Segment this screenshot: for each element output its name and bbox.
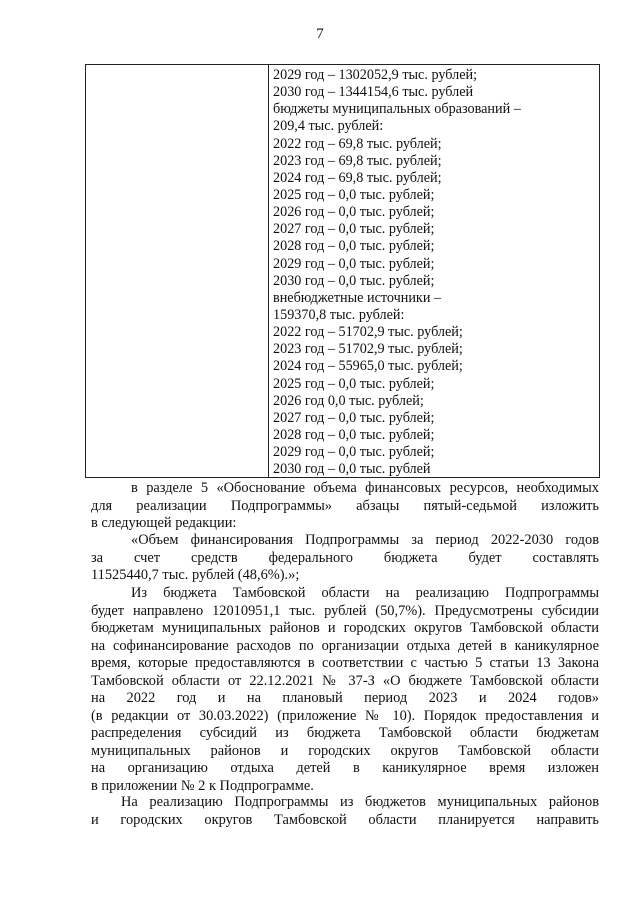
table-line: 2030 год – 0,0 тыс. рублей <box>273 461 431 478</box>
table-left-cell <box>86 65 269 477</box>
paragraph-line: на 2022 год и на плановый период 2023 и 2024 годов» <box>91 690 599 706</box>
paragraph-municipal-budgets <box>91 794 599 829</box>
financing-table <box>85 64 600 478</box>
table-line: 2025 год – 0,0 тыс. рублей; <box>273 375 435 392</box>
table-line: 159370,8 тыс. рублей: <box>273 306 405 323</box>
table-line: 2023 год – 69,8 тыс. рублей; <box>273 152 442 169</box>
table-line: 2025 год – 0,0 тыс. рублей; <box>273 186 435 203</box>
paragraph-line: в приложении № 2 к Подпрограмме. <box>91 777 314 794</box>
table-line: 2029 год – 0,0 тыс. рублей; <box>273 444 435 461</box>
paragraph-line: в разделе 5 «Обоснование объема финансовых ресурсов, необходимых <box>131 480 599 496</box>
paragraph-line: «Объем финансирования Подпрограммы за период 2022-2030 годов <box>131 532 599 548</box>
paragraph-line: время, которые предоставляются в соответствии с частью 5 статьи 13 Закона <box>91 655 599 671</box>
paragraph-line: Из бюджета Тамбовской области на реализацию Подпрограммы <box>131 585 599 601</box>
table-line: 2024 год – 69,8 тыс. рублей; <box>273 169 442 186</box>
table-line: внебюджетные источники – <box>273 289 442 306</box>
table-line: 2028 год – 0,0 тыс. рублей; <box>273 426 435 443</box>
table-line: 2026 год – 0,0 тыс. рублей; <box>273 204 435 221</box>
table-right-cell <box>273 67 595 478</box>
paragraph-line: на софинансирование расходов по организации отдыха детей в каникулярное <box>91 637 599 654</box>
paragraph-line: (в редакции от 30.03.2022) (приложение № 10). Порядок предоставления и <box>91 707 599 724</box>
paragraph-line: и городских округов Тамбовской области планируется направить <box>91 811 599 828</box>
paragraph-line: муниципальных районов и городских округов Тамбовской области <box>91 742 599 759</box>
paragraph-regional-budget <box>91 585 599 795</box>
table-line: 2027 год – 0,0 тыс. рублей; <box>273 221 435 238</box>
table-line: 2023 год – 51702,9 тыс. рублей; <box>273 341 463 358</box>
paragraph-line: распределения субсидий из бюджета Тамбовской области бюджетам <box>91 725 599 741</box>
paragraph-line: Тамбовской области от 22.12.2021 № 37-З «О бюджете Тамбовской области <box>91 672 599 689</box>
paragraph-line: для реализации Подпрограммы» абзацы пятый-седьмой изложить <box>91 497 599 514</box>
table-line: 209,4 тыс. рублей: <box>273 118 384 135</box>
table-line: 2029 год – 0,0 тыс. рублей; <box>273 255 435 272</box>
table-line: 2022 год – 51702,9 тыс. рублей; <box>273 324 463 341</box>
paragraph-section5-amendment <box>91 480 599 533</box>
paragraph-line: в следующей редакции: <box>91 515 237 531</box>
paragraph-federal-budget <box>91 532 599 585</box>
table-line: 2030 год – 0,0 тыс. рублей; <box>273 272 435 289</box>
paragraph-line: будет направлено 12010951,1 тыс. рублей (50,7%). Предусмотрены субсидии <box>91 602 599 619</box>
table-line: 2030 год – 1344154,6 тыс. рублей <box>273 84 474 101</box>
paragraph-line: На реализацию Подпрограммы из бюджетов муниципальных районов <box>121 794 599 810</box>
table-line: 2027 год – 0,0 тыс. рублей; <box>273 409 435 426</box>
paragraph-line: за счет средств федерального бюджета будет составлять <box>91 549 599 566</box>
table-line: 2028 год – 0,0 тыс. рублей; <box>273 238 435 255</box>
table-line: 2026 год 0,0 тыс. рублей; <box>273 392 424 409</box>
table-line: 2024 год – 55965,0 тыс. рублей; <box>273 358 463 375</box>
table-line: 2022 год – 69,8 тыс. рублей; <box>273 135 442 152</box>
paragraph-line: на организацию отдыха детей в каникулярное время изложен <box>91 760 599 776</box>
page-number: 7 <box>316 26 324 42</box>
paragraph-line: 11525440,7 тыс. рублей (48,6%).»; <box>91 567 300 583</box>
table-line: 2029 год – 1302052,9 тыс. рублей; <box>273 67 478 83</box>
paragraph-line: бюджетам муниципальных районов и городских округов Тамбовской области <box>91 620 599 636</box>
table-line: бюджеты муниципальных образований – <box>273 101 521 118</box>
